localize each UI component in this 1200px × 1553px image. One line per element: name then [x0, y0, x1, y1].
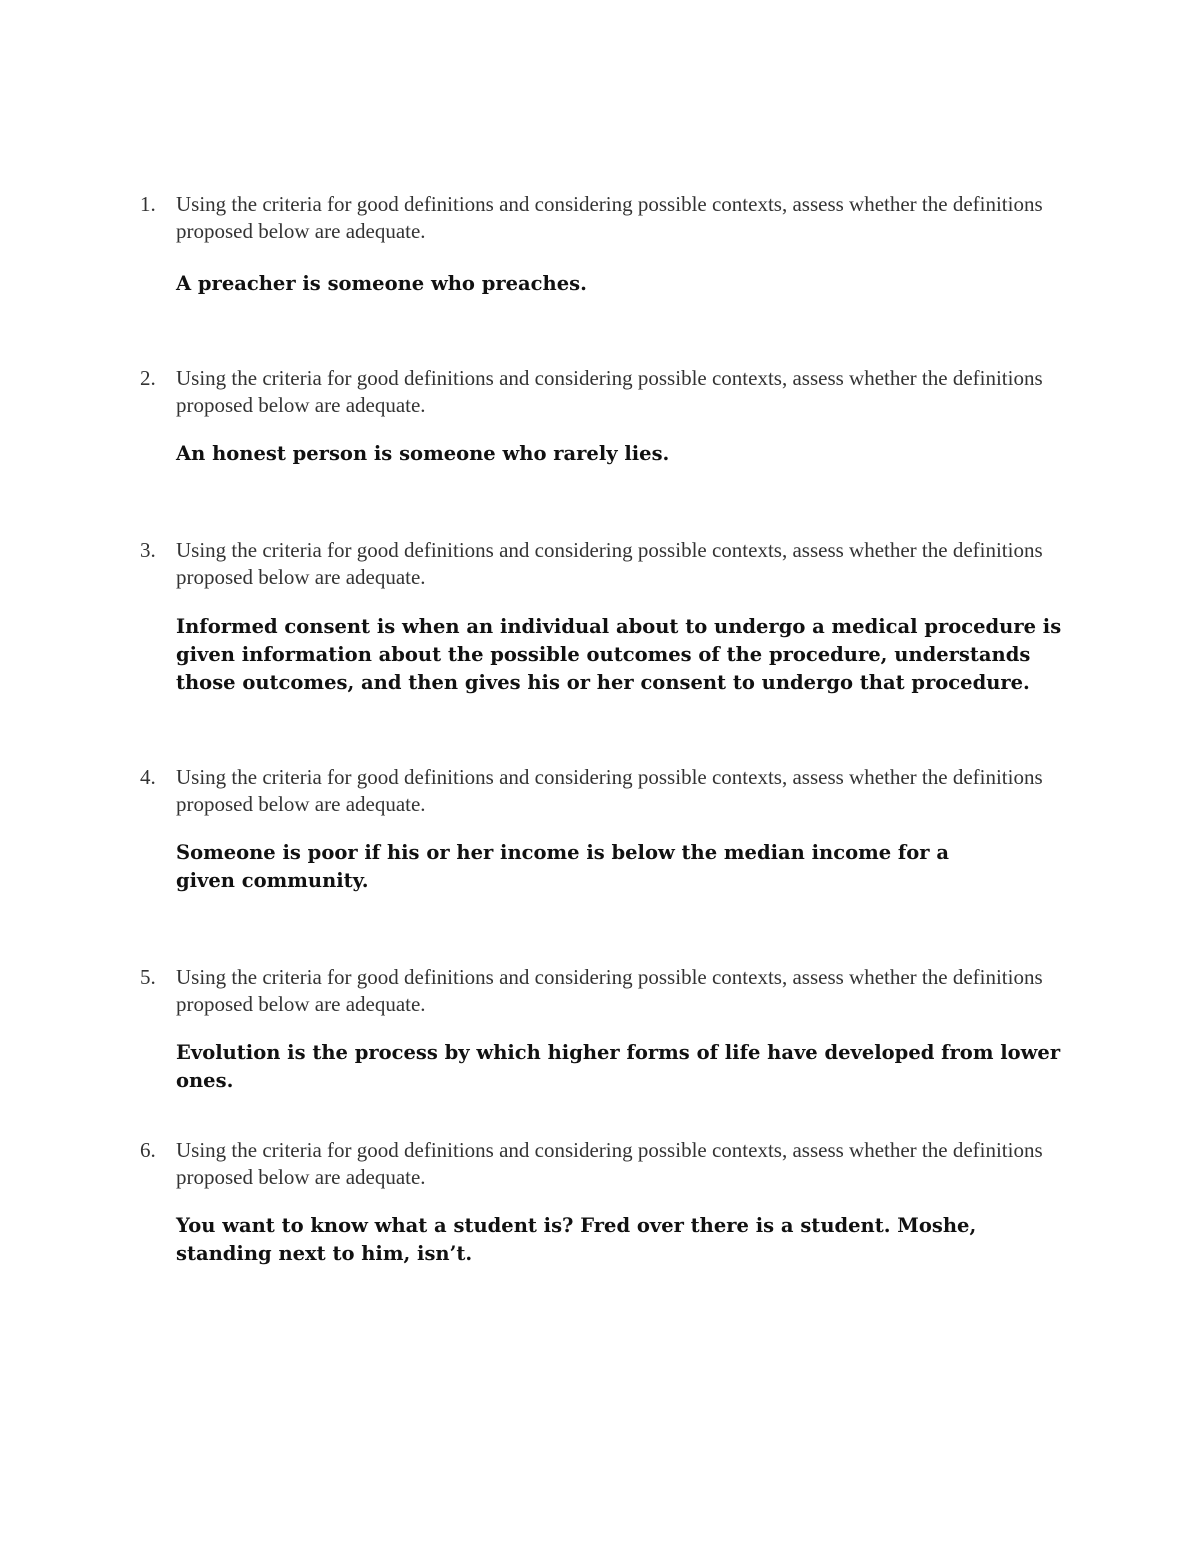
proposed-definition: A preacher is someone who preaches. — [176, 272, 587, 295]
question-number: 2. — [140, 366, 156, 390]
question-prompt: Using the criteria for good definitions and considering possible contexts, assess whether the definitions proposed below are adequate. — [176, 765, 1043, 816]
proposed-definition: You want to know what a student is? Fred over there is a student. Moshe, standing next to him, isn’t. — [176, 1214, 977, 1265]
question-number: 1. — [140, 192, 156, 216]
proposed-definition: Evolution is the process by which higher forms of life have developed from lower ones. — [176, 1041, 1061, 1092]
question-prompt: Using the criteria for good definitions and considering possible contexts, assess whether the definitions proposed below are adequate. — [176, 538, 1043, 589]
proposed-definition: Informed consent is when an individual about to undergo a medical procedure is given information about the possible outcomes of the procedure, understands those outcomes, and then gives his or her consent to undergo that procedure. — [176, 615, 1062, 694]
proposed-definition: An honest person is someone who rarely lies. — [176, 442, 670, 465]
proposed-definition: Someone is poor if his or her income is below the median income for a given community. — [176, 841, 949, 892]
question-number: 5. — [140, 965, 156, 989]
question-prompt: Using the criteria for good definitions and considering possible contexts, assess whether the definitions proposed below are adequate. — [176, 366, 1043, 417]
question-prompt: Using the criteria for good definitions and considering possible contexts, assess whether the definitions proposed below are adequate. — [176, 965, 1043, 1016]
question-number: 4. — [140, 765, 156, 789]
question-number: 3. — [140, 538, 156, 562]
question-prompt: Using the criteria for good definitions and considering possible contexts, assess whether the definitions proposed below are adequate. — [176, 192, 1043, 243]
question-prompt: Using the criteria for good definitions and considering possible contexts, assess whether the definitions proposed below are adequate. — [176, 1138, 1043, 1189]
question-number: 6. — [140, 1138, 156, 1162]
